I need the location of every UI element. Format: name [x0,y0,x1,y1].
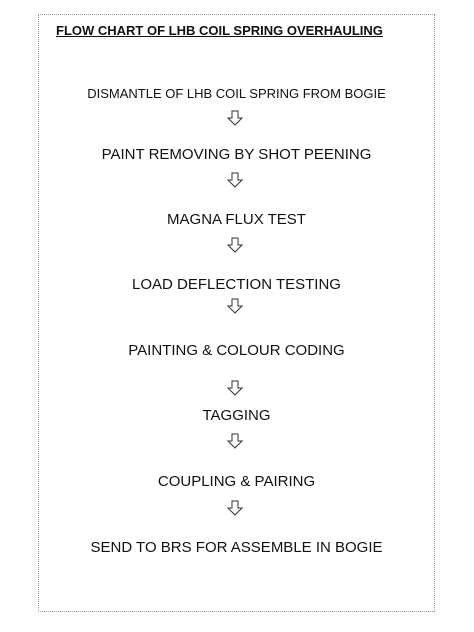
step-painting: PAINTING & COLOUR CODING [128,342,345,359]
down-arrow-icon [226,433,244,449]
step-send-to-brs: SEND TO BRS FOR ASSEMBLE IN BOGIE [90,539,383,556]
down-arrow-icon [226,298,244,314]
step-shot-peening: PAINT REMOVING BY SHOT PEENING [101,146,372,163]
step-tagging: TAGGING [202,407,271,424]
page-title: FLOW CHART OF LHB COIL SPRING OVERHAULING [56,23,383,38]
step-coupling: COUPLING & PAIRING [157,473,316,490]
down-arrow-icon [226,172,244,188]
down-arrow-icon [226,380,244,396]
down-arrow-icon [226,237,244,253]
step-magna-flux: MAGNA FLUX TEST [167,211,306,228]
step-load-deflection: LOAD DEFLECTION TESTING [132,276,341,293]
down-arrow-icon [226,500,244,516]
step-dismantle: DISMANTLE OF LHB COIL SPRING FROM BOGIE [87,86,386,101]
down-arrow-icon [226,110,244,126]
